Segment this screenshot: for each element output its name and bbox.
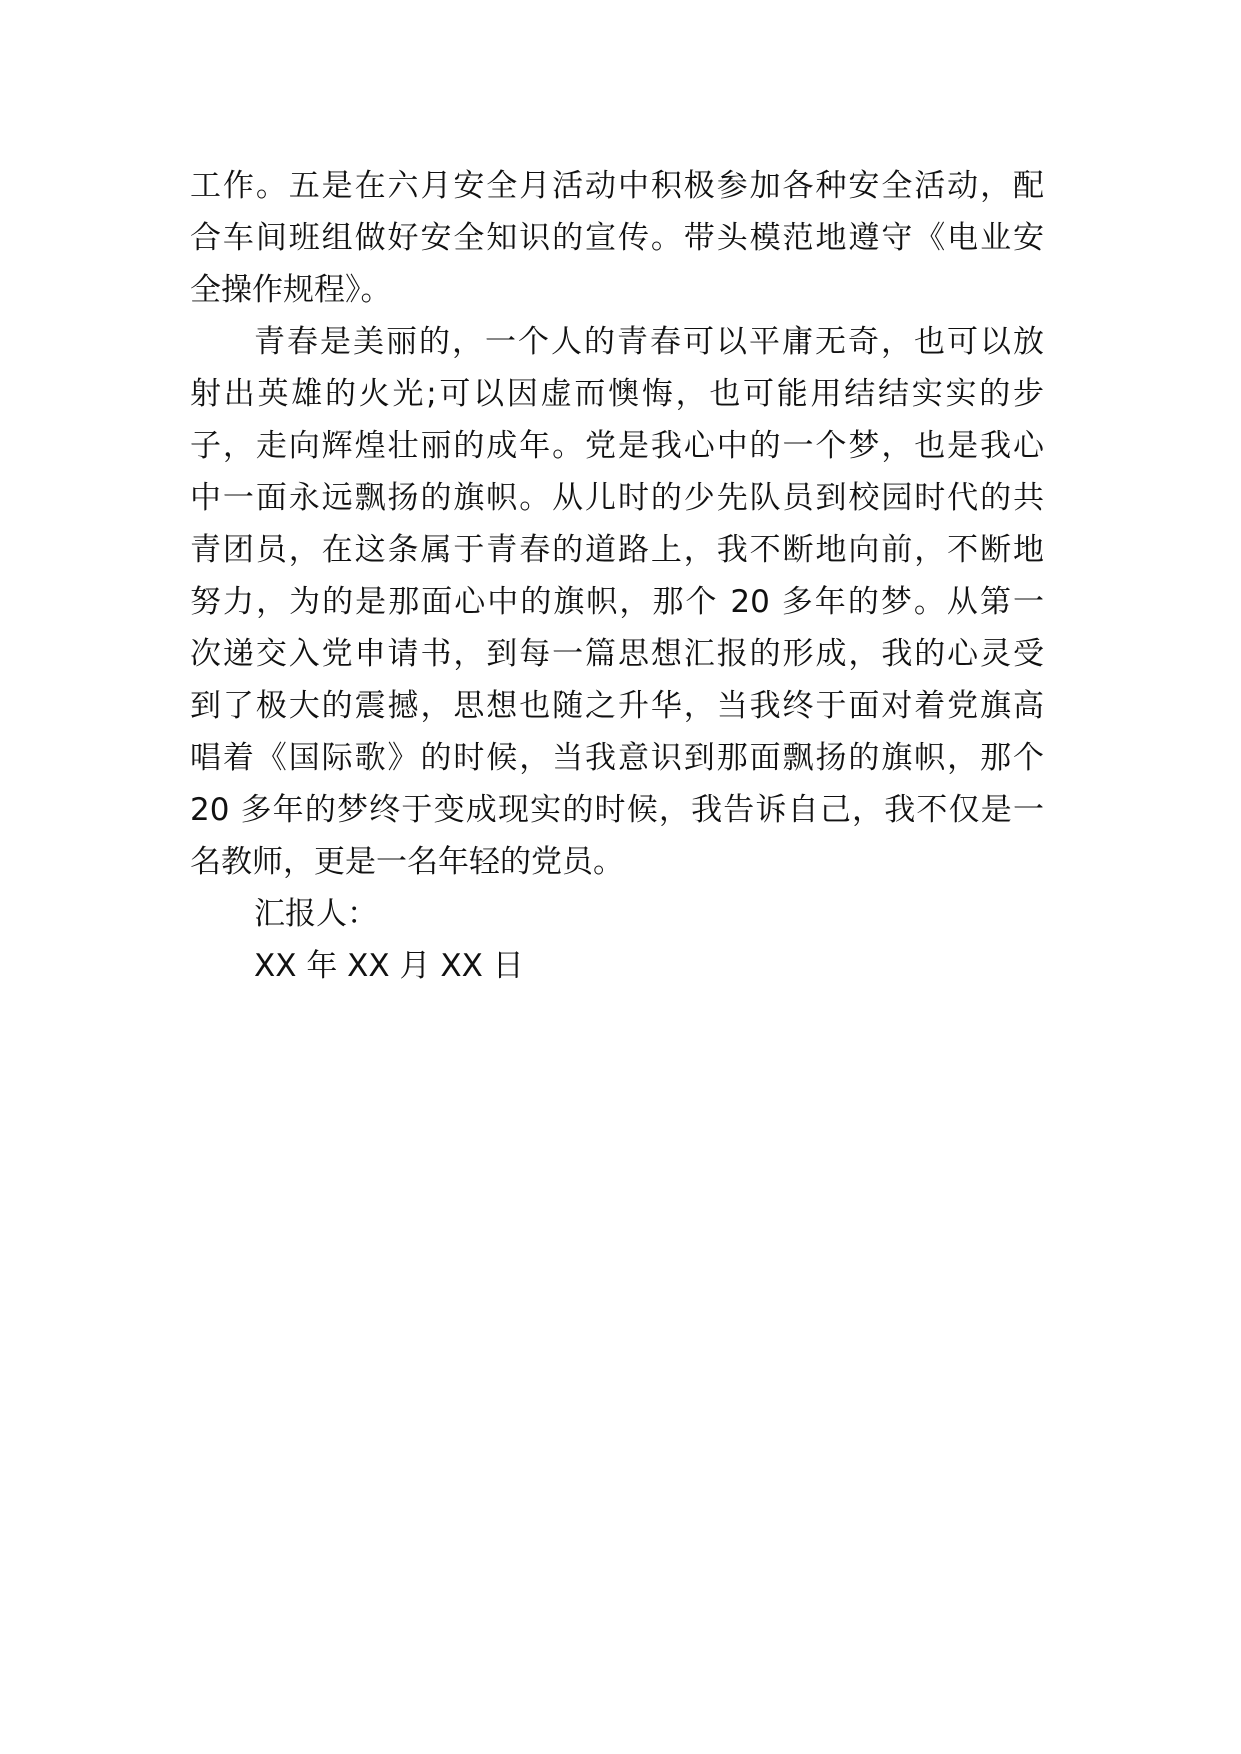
signature-date: XX 年 XX 月 XX 日 [254, 948, 524, 984]
paragraph-2-line-6: 努力，为的是那面心中的旗帜，那个 20 多年的梦。从第一 [190, 584, 1044, 620]
paragraph-2-line-3: 子，走向辉煌壮丽的成年。党是我心中的一个梦，也是我心 [190, 428, 1044, 464]
paragraph-1-line-2: 合车间班组做好安全知识的宣传。带头模范地遵守《电业安 [190, 220, 1044, 256]
paragraph-2-line-10: 20 多年的梦终于变成现实的时候，我告诉自己，我不仅是一 [190, 792, 1044, 828]
paragraph-2-line-4: 中一面永远飘扬的旗帜。从儿时的少先队员到校园时代的共 [190, 480, 1044, 516]
paragraph-2-line-7: 次递交入党申请书，到每一篇思想汇报的形成，我的心灵受 [190, 636, 1044, 672]
paragraph-2-line-5: 青团员，在这条属于青春的道路上，我不断地向前，不断地 [190, 532, 1044, 568]
paragraph-2-line-9: 唱着《国际歌》的时候，当我意识到那面飘扬的旗帜，那个 [190, 740, 1044, 776]
paragraph-2-line-11: 名教师，更是一名年轻的党员。 [190, 844, 624, 880]
paragraph-2-line-1: 青春是美丽的，一个人的青春可以平庸无奇，也可以放 [254, 324, 1044, 360]
paragraph-2-line-2: 射出英雄的火光;可以因虚而懊悔，也可能用结结实实的步 [190, 376, 1044, 412]
paragraph-2-line-8: 到了极大的震撼，思想也随之升华，当我终于面对着党旗高 [190, 688, 1044, 724]
signature-label: 汇报人： [254, 896, 378, 932]
paragraph-1-line-1: 工作。五是在六月安全月活动中积极参加各种安全活动，配 [190, 168, 1044, 204]
paragraph-1-line-3: 全操作规程》。 [190, 272, 392, 308]
